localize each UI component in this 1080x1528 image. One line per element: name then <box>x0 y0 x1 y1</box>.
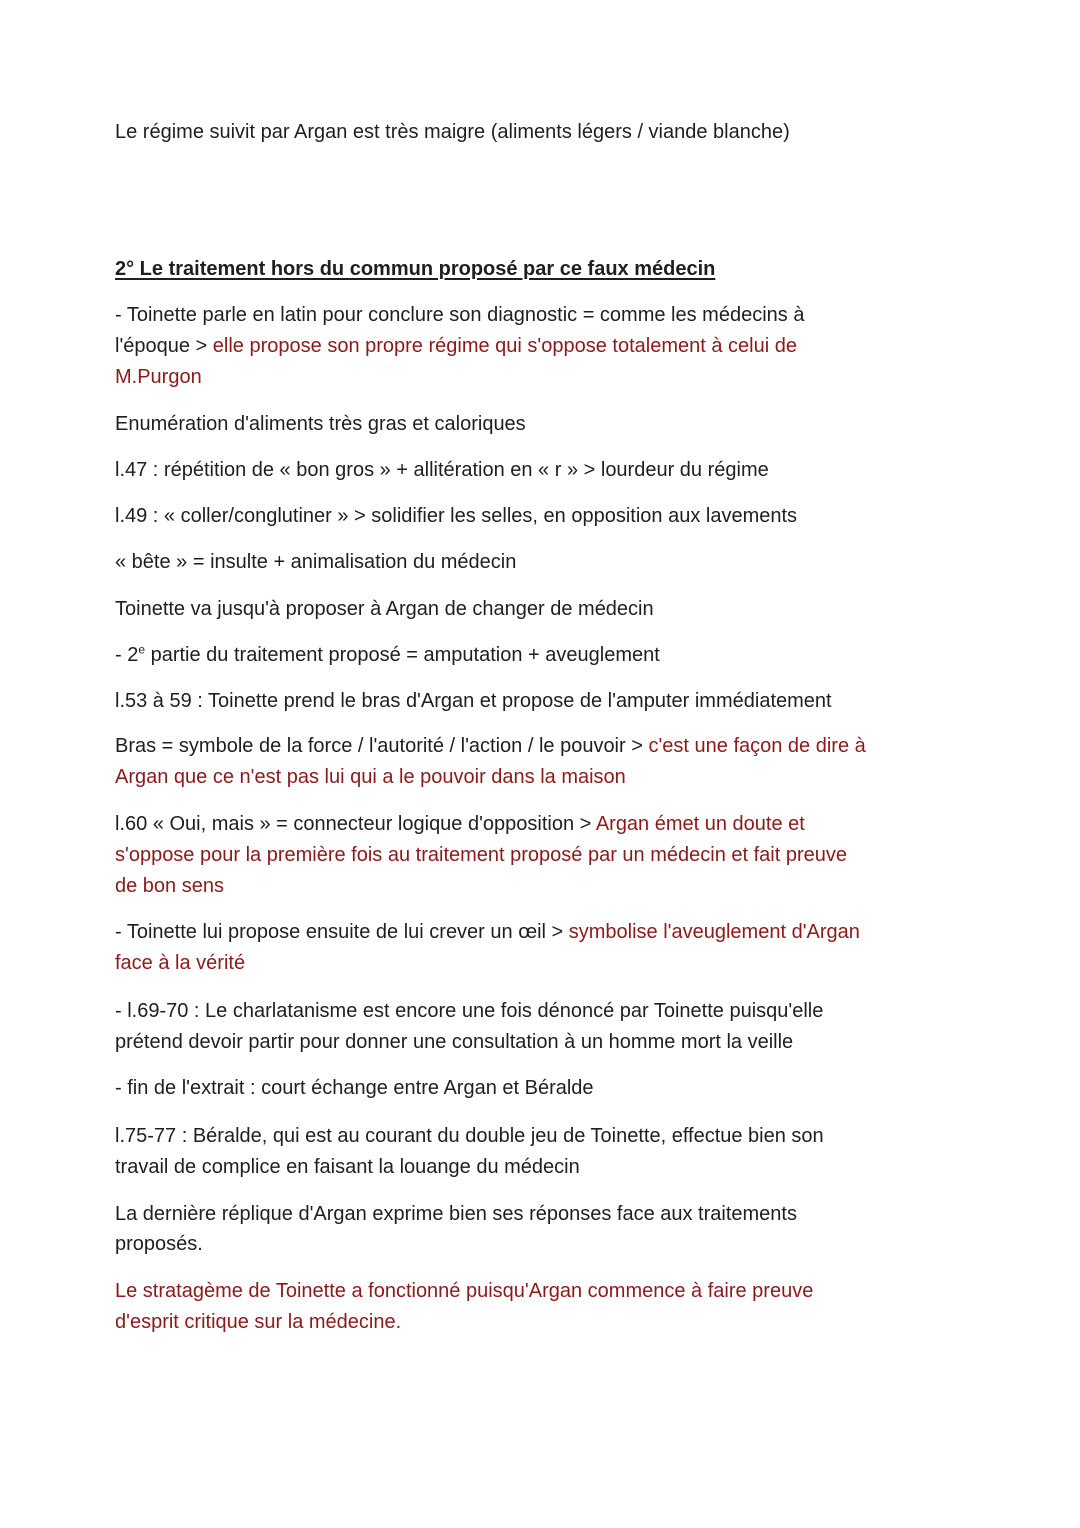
paragraph-10-black-text: l.60 « Oui, mais » = connecteur logique d'opposition > <box>115 813 596 835</box>
paragraph-11-black-text: - Toinette lui propose ensuite de lui crever un œil > <box>115 921 569 943</box>
paragraph-9-black-text: Bras = symbole de la force / l'autorité / l'action / le pouvoir > <box>115 735 649 757</box>
paragraph-9-line-2: Argan que ce n'est pas lui qui a le pouvoir dans la maison <box>115 766 626 788</box>
paragraph-12-line-2: prétend devoir partir pour donner une consultation à un homme mort la veille <box>115 1031 794 1053</box>
paragraph-1-black-text: l'époque > <box>115 335 213 357</box>
paragraph-1-line-1: - Toinette parle en latin pour conclure son diagnostic = comme les médecins à <box>115 304 805 326</box>
paragraph-10-line-3: de bon sens <box>115 875 224 897</box>
paragraph-11-line-1 <box>115 917 860 948</box>
paragraph-10-red-text: Argan émet un doute et <box>595 813 805 835</box>
paragraph-5: « bête » = insulte + animalisation du médecin <box>115 551 517 573</box>
paragraph-4: l.49 : « coller/conglutiner » > solidifier les selles, en opposition aux lavements <box>115 505 798 527</box>
paragraph-9-red-text: c'est une façon de dire à <box>648 735 866 757</box>
paragraph-1-red-text: elle propose son propre régime qui s'oppose totalement à celui de <box>212 335 797 357</box>
paragraph-8: l.53 à 59 : Toinette prend le bras d'Argan et propose de l'amputer immédiatement <box>115 690 832 712</box>
paragraph-9-line-1 <box>115 731 866 762</box>
paragraph-11-red-text: symbolise l'aveuglement d'Argan <box>568 921 860 943</box>
paragraph-11-line-2: face à la vérité <box>115 952 246 974</box>
paragraph-16-line-1: Le stratagème de Toinette a fonctionné puisqu'Argan commence à faire preuve <box>115 1280 814 1302</box>
paragraph-12-line-1: - l.69-70 : Le charlatanisme est encore une fois dénoncé par Toinette puisqu'elle <box>115 1000 824 1022</box>
paragraph-1-line-3: M.Purgon <box>115 366 202 388</box>
paragraph-7-suffix: partie du traitement proposé = amputation + aveuglement <box>145 644 660 666</box>
paragraph-16-line-2: d'esprit critique sur la médecine. <box>115 1311 402 1333</box>
paragraph-3: l.47 : répétition de « bon gros » + allitération en « r » > lourdeur du régime <box>115 459 769 481</box>
paragraph-6: Toinette va jusqu'à proposer à Argan de changer de médecin <box>115 598 654 620</box>
section-heading: 2° Le traitement hors du commun proposé par ce faux médecin <box>115 258 716 280</box>
paragraph-1-line-2 <box>115 331 797 362</box>
paragraph-10-line-2: s'oppose pour la première fois au traitement proposé par un médecin et fait preuve <box>115 844 848 866</box>
paragraph-15-line-1: La dernière réplique d'Argan exprime bien ses réponses face aux traitements <box>115 1203 797 1225</box>
paragraph-15-line-2: proposés. <box>115 1233 203 1255</box>
paragraph-7-superscript: e <box>138 642 146 657</box>
paragraph-13: - fin de l'extrait : court échange entre Argan et Béralde <box>115 1077 594 1099</box>
paragraph-14-line-1: l.75-77 : Béralde, qui est au courant du double jeu de Toinette, effectue bien son <box>115 1125 824 1147</box>
paragraph-2: Enumération d'aliments très gras et caloriques <box>115 413 526 435</box>
intro-text: Le régime suivit par Argan est très maigre (aliments légers / viande blanche) <box>115 121 790 143</box>
paragraph-7-prefix: - 2 <box>115 644 139 666</box>
paragraph-14-line-2: travail de complice en faisant la louange du médecin <box>115 1156 580 1178</box>
paragraph-7 <box>115 640 660 671</box>
paragraph-10-line-1 <box>115 809 805 840</box>
